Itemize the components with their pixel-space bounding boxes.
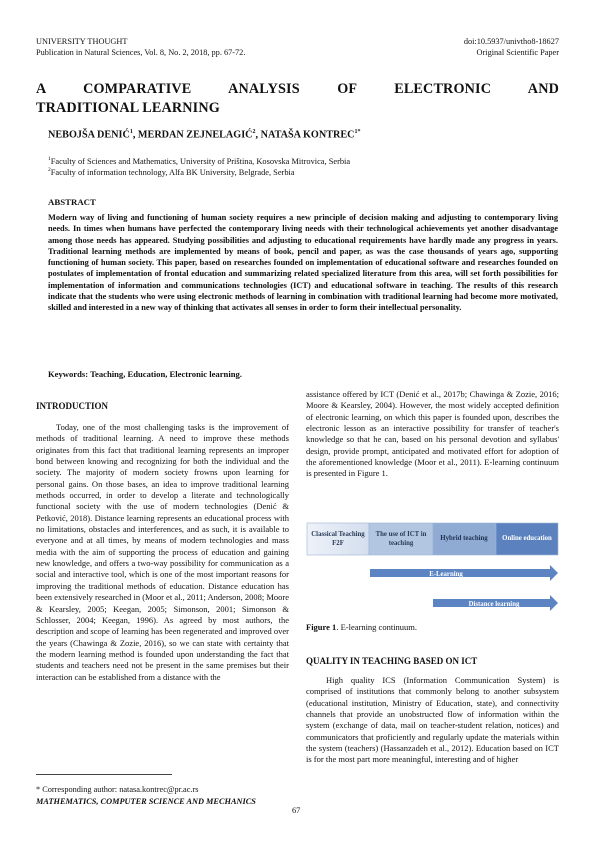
affiliation-2: $^2$Faculty of information technology, Alfa BK University, Belgrade, Serbia bbox=[48, 167, 295, 177]
page-number: 67 bbox=[292, 806, 301, 815]
abstract-heading: ABSTRACT bbox=[48, 197, 96, 207]
title-line-1: A COMPARATIVE ANALYSIS OF ELECTRONIC AND bbox=[36, 81, 559, 97]
author-1-affil: 1 bbox=[129, 129, 133, 135]
introduction-heading: INTRODUCTION bbox=[36, 401, 109, 411]
box-classical-teaching bbox=[307, 523, 369, 555]
box-label-classical-1: Classical Teaching bbox=[311, 531, 365, 538]
footnote-rule bbox=[36, 774, 172, 775]
box-label-ict-2: teaching bbox=[388, 540, 414, 547]
box-label-online: Online education bbox=[502, 535, 552, 542]
author-3-affil: 1* bbox=[354, 129, 361, 135]
doi[interactable]: doi:10.5937/univtho8-18627 bbox=[463, 37, 559, 46]
author-1: NEBOJŠA DENIĆ bbox=[48, 129, 130, 141]
arrow-label-e-learning: E-Learning bbox=[429, 571, 463, 578]
box-label-hybrid: Hybrid teaching bbox=[440, 535, 488, 542]
intro-paragraph-2: assistance offered by ICT (Denić et al., 2017b; Chawinga & Zozie, 2016; Moore & Kearsley, 2004). However, the most widely accepted definition of electronic learning, on which this paper is founded upon, describes the electronic lesson as an interactive possibility for transfer of teacher's knowledge so that he can, based on his personal devotion and syllabus' design, provide prompt, anticipated and motivated effort for adoption of the aforementioned knowledge (Moor et al., 2011). E-learning continuum is presented in Figure 1. bbox=[306, 389, 559, 479]
intro-paragraph-1: Today, one of the most challenging tasks is the improvement of methods of traditional learning. A need to improve these methods originates from this fact that traditional learning represents an improper bond between knowing and recognizing for both the individual and the society. The majority of modern society frowns upon learning for personal gains. On those bases, an idea to improve traditional learning methods occurred, in order to develop a literate and technologically functional society with the use of modern technologies (Denić & Petković, 2018). Distance learning represents an educational process with no limitations, obstacles and interferences, and as such, it is available to everyone and at all times, by means of modern technologies and mass media with the aim of supporting the process of education and gaining new knowledge, and offers a two-way possibility for communication as a social and interactive tool, which is one of the most important reasons for improving the traditional methods of education. Distance education has been extensively researched in (Moor et al., 2011; Anderson, 2008; Moore & Kearsley, 2005; Keegan, 2005; Simonson, 2001; Simonson & Schlosser, 2004; Keegan, 1996). As agreed by most authors, the description and scope of learning has been regenerated and improved over the years (Chawinga & Zozie, 2016), so we can state with certainty that the modern learning method is founded upon understanding the fact that students and teachers need not be present in the same premises but their interaction can be established from a distance with the bbox=[36, 422, 289, 682]
right-column-bottom bbox=[306, 675, 559, 766]
quality-heading: QUALITY IN TEACHING BASED ON ICT bbox=[306, 656, 478, 666]
author-2: , MERDAN ZEJNELAGIĆ bbox=[132, 129, 253, 141]
paper-title bbox=[36, 80, 559, 118]
author-list bbox=[48, 129, 361, 140]
author-2-affil: 2 bbox=[252, 129, 256, 135]
right-column-top bbox=[306, 389, 559, 480]
abstract-text: Modern way of living and functioning of human society requires a new principle of decision making and adjusting to contemporary living needs. In times when humans have perfected the contemporary living needs with their technological achievements yet another disadvantage among those needs has appeared. Studying possibilities and adjusting to educational requirements have hardly made any progress in years. Traditional learning methods are implemented by means of book, pencil and paper, as was the case thousands of years ago, supporting functioning of human society. This paper, based on researches founded on implementation of educational software and researches founded on postulates of implementation of frontal education and summarizing related specialized literature from this area, will set forth possibilities for implementation of information and communications technologies (ICT) and educational software in teaching. The results of this research indicate that the students who were using electronic methods of learning in combination with traditional learning had become more motivated, skilled and interested in a new way of thinking that activates all senses in order to form their intellectual personality. bbox=[48, 213, 558, 313]
journal-name: UNIVERSITY THOUGHT bbox=[36, 37, 128, 46]
box-label-classical-2: F2F bbox=[332, 540, 344, 547]
article-type: Original Scientific Paper bbox=[476, 48, 559, 57]
arrow-label-distance: Distance learning bbox=[468, 601, 520, 608]
left-column bbox=[36, 422, 289, 683]
journal-footer: MATHEMATICS, COMPUTER SCIENCE AND MECHANICS bbox=[36, 797, 256, 806]
affiliation-1: $^1$Faculty of Sciences and Mathematics, University of Priština, Kosovska Mitrovica, Serbia bbox=[48, 156, 351, 166]
title-line-2: TRADITIONAL LEARNING bbox=[36, 100, 220, 116]
figure-1 bbox=[306, 521, 559, 614]
keywords: Keywords: Teaching, Education, Electronic learning. bbox=[48, 369, 242, 379]
box-label-ict-1: The use of ICT in bbox=[375, 531, 427, 538]
figure-1-caption: Figure 1. E-learning continuum. bbox=[306, 622, 418, 632]
box-ict-in-teaching bbox=[369, 523, 433, 555]
quality-paragraph-1: High quality ICS (Information Communication System) is comprised of institutions that commonly belong to another subsystem (educational institution, Ministry of Education, state), and connectivity channels that provide an unobstructed flow of information within the system (exchange of data, mail on teacher-student relation, notices) and communicators that proficiently and regularly update the materials within the system (teachers) (Hassanzadeh et al., 2012). Education based on ICT is for the most part more meaningful, interesting and of higher bbox=[306, 675, 559, 765]
corresponding-author[interactable]: * Corresponding author: natasa.kontrec@pr.ac.rs bbox=[36, 785, 199, 794]
author-3: , NATAŠA KONTREC bbox=[255, 129, 355, 141]
publication-info: Publication in Natural Sciences, Vol. 8, No. 2, 2018, pp. 67-72. bbox=[36, 48, 246, 57]
e-learning-continuum-diagram bbox=[306, 521, 559, 614]
